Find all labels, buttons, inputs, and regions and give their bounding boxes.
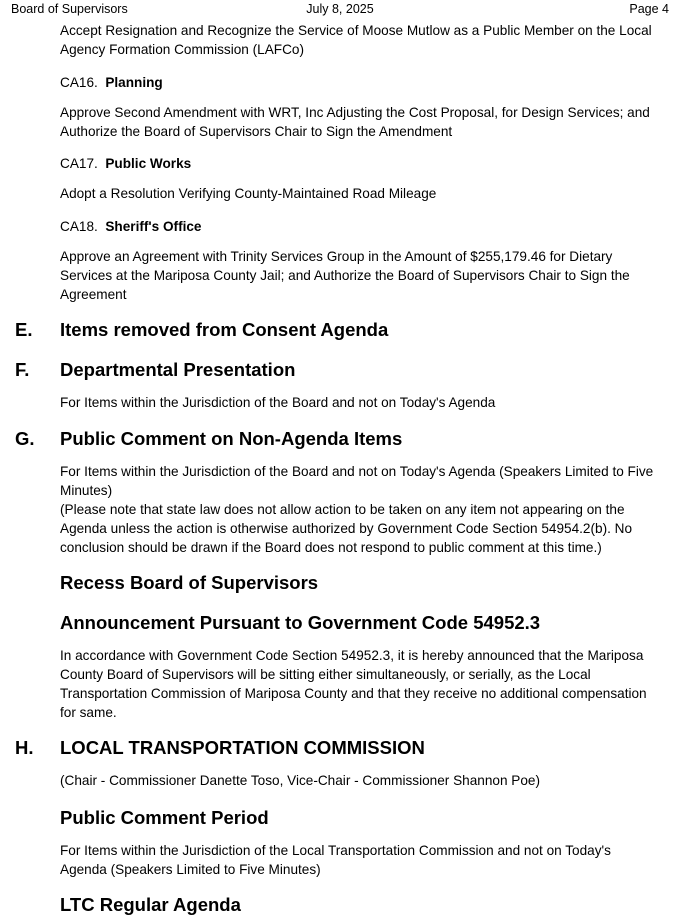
intro-item-text: Accept Resignation and Recognize the Service of Moose Mutlow as a Public Member on the Local Agency Formation Commission (LAFCo) xyxy=(60,23,652,57)
header-page-number: Page 4 xyxy=(629,2,669,16)
section-g-letter: G. xyxy=(15,428,35,449)
public-comment-period-text: For Items within the Jurisdiction of the Local Transportation Commission and not on Today's Agenda (Speakers Limited to Five Minutes) xyxy=(60,843,611,877)
consent-item-ca16-heading xyxy=(60,73,163,92)
header-date: July 8, 2025 xyxy=(306,2,374,16)
section-h-letter: H. xyxy=(15,737,34,758)
section-f-title: Departmental Presentation xyxy=(60,359,296,380)
section-h-text: (Chair - Commissioner Danette Toso, Vice-Chair - Commissioner Shannon Poe) xyxy=(60,773,540,788)
recess-title: Recess Board of Supervisors xyxy=(60,572,319,593)
consent-item-ca18-description: Approve an Agreement with Trinity Services Group in the Amount of $255,179.46 for Dietary Services at the Mariposa County Jail; and Authorize the Board of Supervisors Chair to Sign the Agreement xyxy=(60,249,630,302)
section-f-text: For Items within the Jurisdiction of the Board and not on Today's Agenda xyxy=(60,395,496,410)
section-e-title: Items removed from Consent Agenda xyxy=(60,319,389,340)
consent-item-department: Planning xyxy=(105,75,163,90)
section-f-letter: F. xyxy=(15,359,30,380)
consent-item-number: CA17. xyxy=(60,156,98,171)
section-g-text: For Items within the Jurisdiction of the Board and not on Today's Agenda (Speakers Limited to Five Minutes) xyxy=(60,464,654,498)
announcement-text: In accordance with Government Code Section 54952.3, it is hereby announced that the Mariposa County Board of Supervisors will be sitting either simultaneously, or serially, as the Local Transportation Commission of Mariposa County and that they receive no additional compensation for same. xyxy=(60,648,647,720)
consent-item-number: CA16. xyxy=(60,75,98,90)
consent-item-ca18-heading xyxy=(60,217,202,236)
header-left: Board of Supervisors xyxy=(11,2,128,16)
section-h-title: LOCAL TRANSPORTATION COMMISSION xyxy=(60,737,425,758)
consent-item-ca17-description: Adopt a Resolution Verifying County-Maintained Road Mileage xyxy=(60,186,437,201)
section-e-letter: E. xyxy=(15,319,33,340)
consent-item-ca17-heading xyxy=(60,154,191,173)
consent-item-ca16-description: Approve Second Amendment with WRT, Inc Adjusting the Cost Proposal, for Design Services; and Authorize the Board of Supervisors Chair to Sign the Amendment xyxy=(60,105,650,139)
consent-item-number: CA18. xyxy=(60,219,98,234)
section-g-title: Public Comment on Non-Agenda Items xyxy=(60,428,403,449)
public-comment-period-title: Public Comment Period xyxy=(60,807,269,828)
ltc-regular-agenda-title: LTC Regular Agenda xyxy=(60,894,241,915)
consent-item-department: Sheriff's Office xyxy=(105,219,202,234)
consent-item-department: Public Works xyxy=(105,156,192,171)
section-g-note: (Please note that state law does not allow action to be taken on any item not appearing on the Agenda unless the action is otherwise authorized by Government Code Section 54954.2(b). No conclusion should be drawn if the Board does not respond to public comment at this time.) xyxy=(60,502,633,555)
announcement-title: Announcement Pursuant to Government Code 54952.3 xyxy=(60,612,541,633)
